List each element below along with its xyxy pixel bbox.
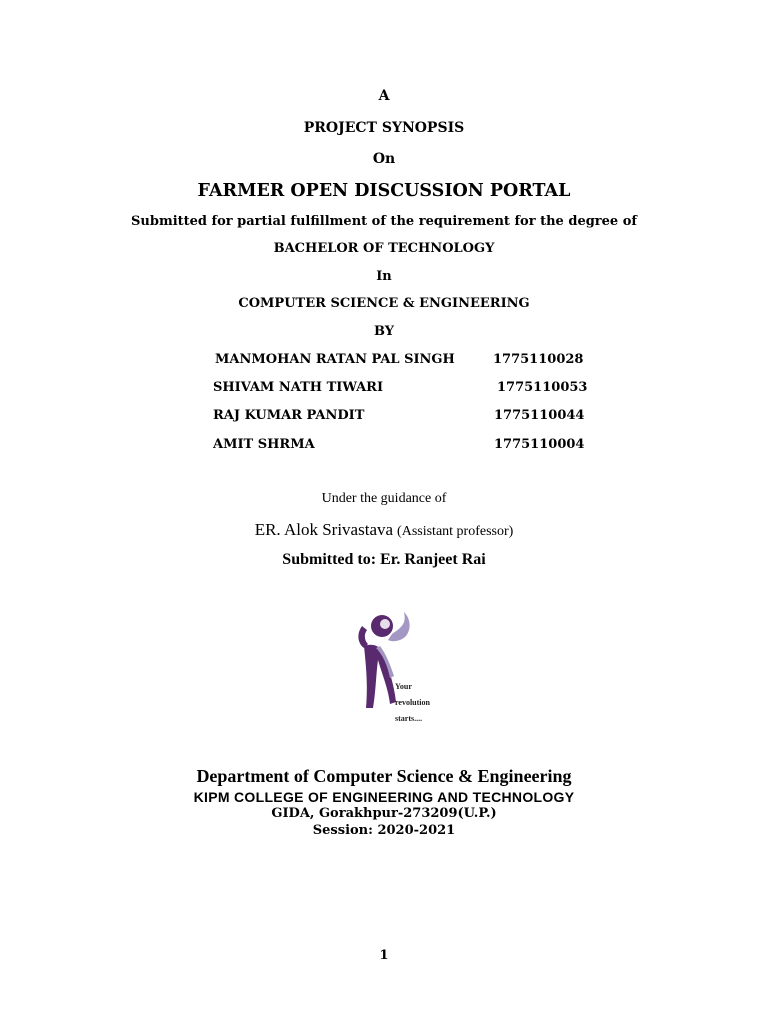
- student-row: [0, 352, 768, 370]
- logo-tagline-2: revolution: [395, 698, 430, 707]
- project-synopsis-heading: PROJECT SYNOPSIS: [303, 120, 465, 136]
- student-name: RAJ KUMAR PANDIT: [213, 408, 365, 423]
- degree-text: BACHELOR OF TECHNOLOGY: [273, 241, 495, 256]
- student-name: SHIVAM NATH TIWARI: [213, 380, 384, 395]
- in-text: In: [376, 269, 392, 284]
- student-roll: 1775110004: [494, 437, 585, 452]
- logo-left-arm-shape: [358, 626, 368, 648]
- project-title: FARMER OPEN DISCUSSION PORTAL: [197, 181, 571, 201]
- logo-tagline-3: starts....: [395, 714, 423, 723]
- student-row: [0, 437, 768, 455]
- submitted-to-line: [0, 551, 768, 569]
- by-text: BY: [373, 324, 395, 339]
- student-roll: 1775110053: [497, 380, 588, 395]
- student-roll: 1775110044: [494, 408, 585, 423]
- submitted-to-label: Submitted to:: [282, 551, 377, 568]
- logo-tagline-1: Your: [395, 682, 412, 691]
- session-text: Session: 2020-2021: [312, 823, 456, 838]
- logo-head-highlight: [380, 619, 390, 629]
- under-guidance-text: Under the guidance of: [321, 491, 447, 506]
- student-row: [0, 380, 768, 398]
- on-text: On: [372, 151, 396, 167]
- submitted-to-name: Er. Ranjeet Rai: [380, 551, 486, 568]
- college-name: KIPM COLLEGE OF ENGINEERING AND TECHNOLOGY: [193, 789, 575, 805]
- student-name: AMIT SHRMA: [213, 437, 315, 452]
- college-address: GIDA, Gorakhpur-273209(U.P.): [271, 806, 497, 821]
- student-name: MANMOHAN RATAN PAL SINGH: [215, 352, 455, 367]
- submitted-for-text: Submitted for partial fulfillment of the requirement for the degree of: [131, 214, 637, 229]
- student-row: [0, 408, 768, 426]
- guide-title: (Assistant professor): [397, 524, 514, 539]
- guide-line: [0, 520, 768, 540]
- title-a: A: [378, 88, 390, 104]
- department-heading: Department of Computer Science & Engineering: [196, 766, 572, 786]
- page-number: 1: [379, 948, 389, 963]
- guide-name: ER. Alok Srivastava: [254, 520, 394, 539]
- student-roll: 1775110028: [493, 352, 584, 367]
- branch-text: COMPUTER SCIENCE & ENGINEERING: [238, 296, 530, 311]
